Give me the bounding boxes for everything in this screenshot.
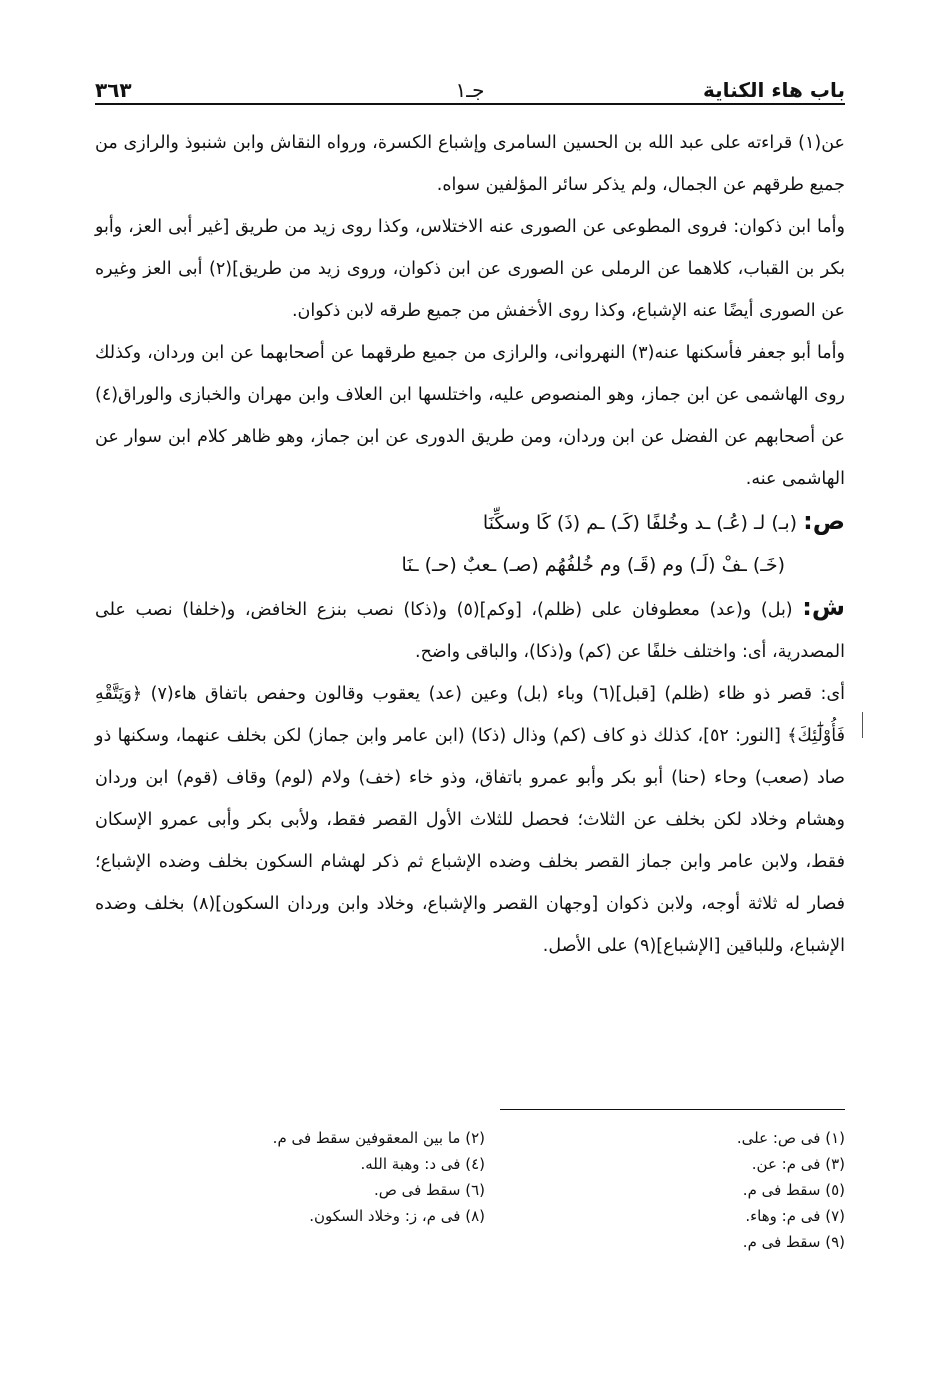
paragraph-3: وأما أبو جعفر فأسكنها عنه(٣) النهروانى، والرازى من جميع طرقهما عن أصحابهما عن ابن وردان، وكذلك روى الهاشمى عن ابن جماز، وهو المنصوص عليه، واختلسها ابن العلاف وابن مهران والخبازى والوراق(٤) عن أصحابهم عن الفضل عن ابن وردان، ومن طريق الدورى عن ابن جماز، وهو ظاهر كلام ابن سوار عن الهاشمى عنه.	[95, 343, 845, 489]
footnote-1: (١) فى ص: على.	[736, 1129, 845, 1147]
footnote-8: (٨) فى م، ز: وخلاد السكون.	[309, 1207, 485, 1225]
page-number: ٣٦٣	[95, 78, 132, 102]
footnote-7: (٧) فى م: وهاء.	[745, 1207, 845, 1225]
verse-label: ص:	[803, 507, 845, 535]
verse-line-2: (خَـ) ـفْ (لَـ) وم (قَـ) وم خُلفُهُم (صـ) ـعبٌ (حـ) ـنَا	[401, 554, 785, 576]
footnotes	[95, 1125, 845, 1255]
verse-text-1: (بـ) لـ (عُـ) ـد وخُلفًا (كَـ) ـم (ذَ) كَا وسكِّنَا	[482, 512, 798, 534]
paragraph-2: وأما ابن ذكوان: فروى المطوعى عن الصورى عنه الاختلاس، وكذا روى زيد من طريق [غير أبى العز، وأبو بكر بن القباب، كلاهما عن الرملى عن الصورى عن ابن ذكوان، وروى زيد من طريق](٢) أبى العز وغيره عن الصورى أيضًا عنه الإشباع، وكذا روى الأخفش من جميع طرقه لابن ذكوان.	[95, 217, 845, 321]
footnote-3: (٣) فى م: عن.	[751, 1155, 845, 1173]
sharh-paragraph	[95, 586, 845, 673]
volume-label: جـ١	[455, 78, 485, 102]
paragraph-1: عن(١) قراءته على عبد الله بن الحسين السامرى وإشباع الكسرة، ورواه النقاش وابن شنبوذ والرازى من جميع طرقهم عن الجمال، ولم يذكر سائر المؤلفين سواه.	[95, 133, 845, 195]
footnote-5: (٥) سقط فى م.	[742, 1181, 845, 1199]
footnote-4: (٤) فى د: وهبة الله.	[360, 1155, 485, 1173]
paragraph-5: أى: قصر ذو ظاء (ظلم) [قبل](٦) وباء (بل) وعين (عد) يعقوب وقالون وحفص باتفاق هاء(٧) ﴿وَيَتَّقْهِ فَأُوْلَٰٓئِكَ﴾ [النور: ٥٢]، كذلك ذو كاف (كم) وذال (ذكا) (ابن عامر وابن جماز) لكن بخلف عنهما، وسكنها ذو صاد (صعب) وحاء (حنا) أبو بكر وأبو عمرو باتفاق، وذو خاء (خف) ولام (لوم) وقاف (قوم) ابن وردان وهشام وخلاد لكن بخلف عن الثلاث؛ فحصل للثلاث الأول القصر فقط، ولأبى بكر وأبى عمرو الإسكان فقط، ولابن عامر وابن جماز القصر بخلف وضده الإشباع ثم ذكر لهشام السكون بخلف وضده الإشباع؛ فصار له ثلاثة أوجه، ولابن ذكوان [وجهان القصر والإشباع، وخلاد وابن وردان السكون](٨) بخلف وضده الإشباع، وللباقين [الإشباع](٩) على الأصل.	[95, 684, 845, 956]
main-text	[95, 122, 845, 967]
footnote-rule	[500, 1109, 845, 1110]
sharh-label: ش:	[802, 593, 845, 621]
footnote-6: (٦) سقط فى ص.	[373, 1181, 485, 1199]
footnotes-right-column	[485, 1125, 845, 1255]
footnote-9: (٩) سقط فى م.	[742, 1233, 845, 1251]
header-rule	[95, 103, 845, 105]
sharh-text: (بل) و(عد) معطوفان على (ظلم)، [وكم](٥) و(ذكا) نصب بنزع الخافض، و(خلفا) نصب على المصدرية، أى: واختلف خلفًا عن (كم) و(ذكا)، والباقى واضح.	[95, 600, 845, 662]
page-header	[95, 62, 845, 102]
verse-line-1	[95, 500, 845, 544]
footnotes-left-column	[125, 1125, 485, 1255]
footnote-2: (٢) ما بين المعقوفين سقط فى م.	[272, 1129, 485, 1147]
margin-mark	[862, 712, 863, 738]
chapter-title: باب هاء الكناية	[703, 78, 845, 102]
